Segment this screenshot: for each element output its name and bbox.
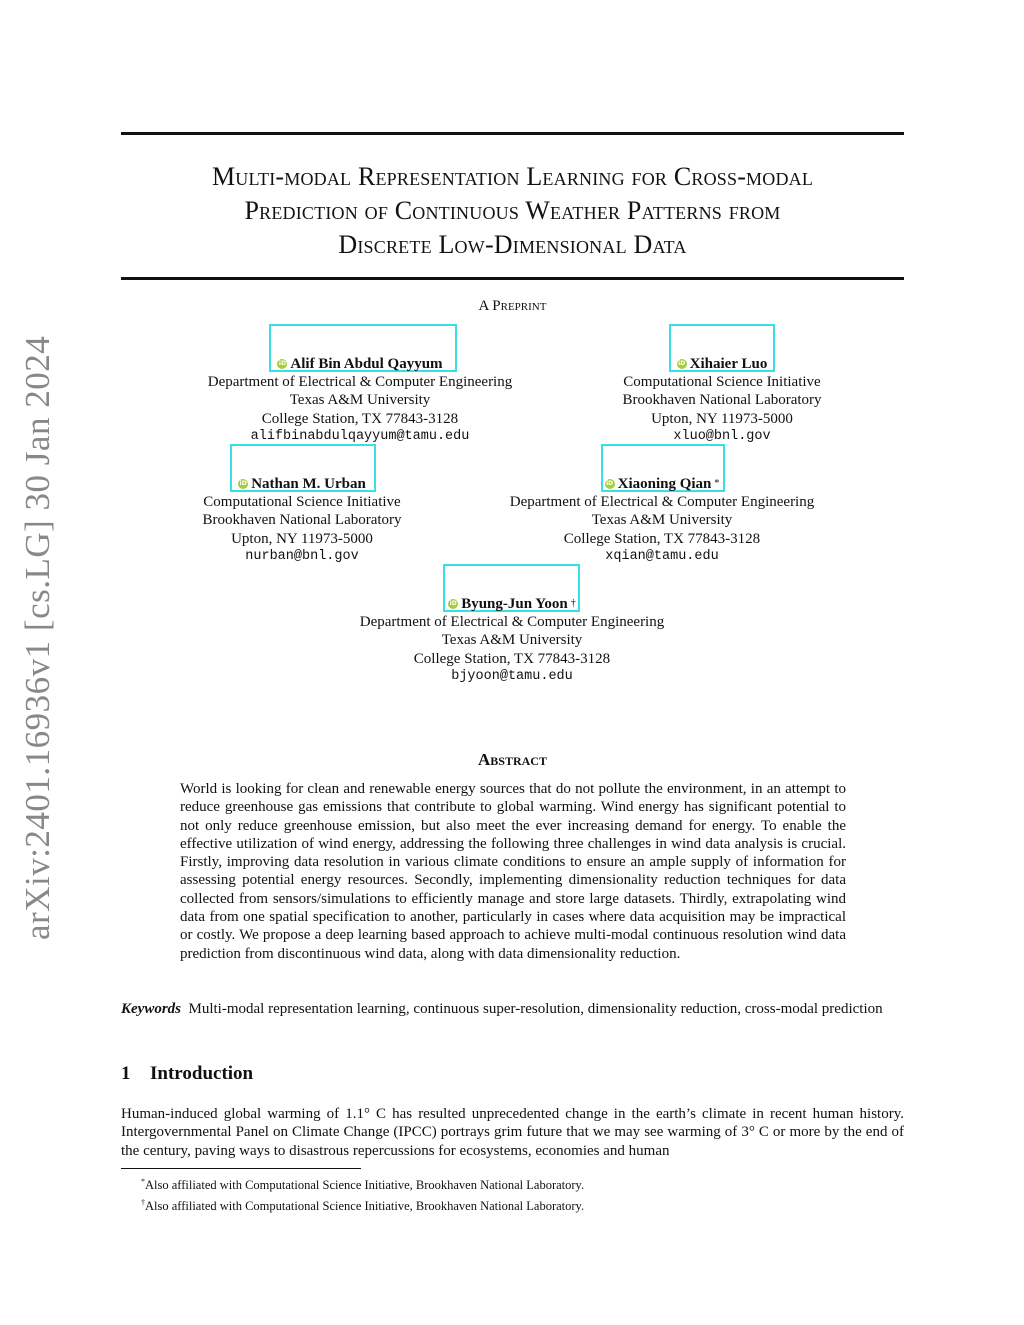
author-block-4 bbox=[482, 472, 842, 566]
author-email[interactable]: nurban@bnl.gov bbox=[245, 548, 359, 564]
affiliation-line: Brookhaven National Laboratory bbox=[202, 512, 402, 529]
keywords bbox=[121, 1000, 904, 1018]
orcid-icon[interactable]: iD bbox=[449, 600, 457, 607]
affiliation-line: College Station, TX 77843-3128 bbox=[413, 650, 611, 667]
orcid-icon[interactable]: iD bbox=[278, 360, 286, 367]
title-line: Prediction of Continuous Weather Patterns from bbox=[244, 196, 781, 225]
author-email[interactable]: xqian@tamu.edu bbox=[605, 548, 719, 564]
affiliation-line: Department of Electrical & Computer Engineering bbox=[359, 614, 665, 631]
section-title: Introduction bbox=[150, 1063, 254, 1084]
orcid-icon[interactable]: iD bbox=[239, 480, 247, 487]
affiliation-line: Department of Electrical & Computer Engineering bbox=[207, 374, 513, 391]
title-top-rule bbox=[121, 132, 904, 135]
section-heading bbox=[121, 1063, 253, 1085]
author-name[interactable]: iD Nathan M. Urban bbox=[239, 475, 366, 492]
title-line: Discrete Low-Dimensional Data bbox=[338, 230, 687, 259]
author-block-5 bbox=[332, 592, 692, 686]
author-email[interactable]: xluo@bnl.gov bbox=[673, 428, 771, 444]
footnotes bbox=[141, 1173, 584, 1215]
footnote-mark[interactable]: † bbox=[570, 597, 576, 609]
author-block-3 bbox=[172, 472, 432, 566]
author-block-1 bbox=[180, 352, 540, 446]
abstract-heading: Abstract bbox=[478, 750, 547, 769]
author-name[interactable]: iD Xiaoning Qian * bbox=[606, 475, 720, 492]
author-block-2 bbox=[592, 352, 852, 446]
affiliation-line: Texas A&M University bbox=[441, 632, 583, 649]
abstract-body: World is looking for clean and renewable energy sources that do not pollute the environment, in an attempt to reduce greenhouse gas emissions that contribute to global warming. Wind energy has significant potential to not only reduce greenhouse emission, but also meet the ever increasing demand for energy. To enable the effective utilization of wind energy, addressing the following three challenges in wind data analysis is crucial. Firstly, improving data resolution in various climate conditions to ensure an ample supply of information for assessing potential energy resources. Secondly, implementing dimensionality reduction techniques for data collected from sensors/simulations to efficiently manage and store large datasets. Thirdly, extrapolating wind data from one spatial specification to another, particularly in cases where data acquisition may be impractical or costly. We propose a deep learning based approach to achieve multi-modal continuous resolution wind data prediction from discontinuous wind data, along with data dimensionality reduction. bbox=[180, 781, 846, 962]
author-email[interactable]: bjyoon@tamu.edu bbox=[451, 668, 573, 684]
section-number: 1 bbox=[121, 1063, 131, 1084]
author-name[interactable]: iD Alif Bin Abdul Qayyum bbox=[278, 355, 443, 372]
footnote-mark[interactable]: * bbox=[714, 477, 720, 489]
affiliation-line: Computational Science Initiative bbox=[623, 374, 821, 391]
affiliation-line: Upton, NY 11973-5000 bbox=[651, 410, 793, 427]
author-name[interactable]: iD Byung-Jun Yoon † bbox=[449, 595, 576, 612]
affiliation-line: Upton, NY 11973-5000 bbox=[231, 530, 373, 547]
footnote: *Also affiliated with Computational Science Initiative, Brookhaven National Laboratory. bbox=[141, 1177, 585, 1193]
footnote-rule bbox=[121, 1168, 361, 1169]
orcid-icon[interactable]: iD bbox=[606, 480, 614, 487]
author-name[interactable]: iD Xihaier Luo bbox=[678, 355, 768, 372]
keywords-text: Multi-modal representation learning, continuous super-resolution, dimensionality reduction, cross-modal prediction bbox=[188, 1001, 883, 1017]
affiliation-line: Department of Electrical & Computer Engineering bbox=[509, 494, 815, 511]
footnote: †Also affiliated with Computational Science Initiative, Brookhaven National Laboratory. bbox=[141, 1198, 585, 1214]
affiliation-line: Computational Science Initiative bbox=[203, 494, 401, 511]
affiliation-line: Texas A&M University bbox=[289, 392, 431, 409]
affiliation-line: College Station, TX 77843-3128 bbox=[563, 530, 761, 547]
author-email[interactable]: alifbinabdulqayyum@tamu.edu bbox=[250, 428, 470, 444]
paper-title bbox=[121, 160, 904, 262]
affiliation-line: College Station, TX 77843-3128 bbox=[261, 410, 459, 427]
intro-paragraph: Human-induced global warming of 1.1° C has resulted unprecedented change in the earth’s climate in recent human history. Intergovernmental Panel on Climate Change (IPCC) portrays grim future that we may see warming of 3° C or more by the end of the century, paving ways to disastrous repercussions for ecosystems, economies and human bbox=[121, 1106, 904, 1159]
keywords-label: Keywords bbox=[121, 1001, 181, 1017]
title-line: Multi-modal Representation Learning for Cross-modal bbox=[211, 162, 814, 191]
preprint-label: A Preprint bbox=[478, 298, 547, 314]
title-bottom-rule bbox=[121, 277, 904, 280]
orcid-icon[interactable]: iD bbox=[678, 360, 686, 367]
affiliation-line: Brookhaven National Laboratory bbox=[622, 392, 822, 409]
arxiv-stamp: arXiv:2401.16936v1 [cs.LG] 30 Jan 2024 bbox=[18, 335, 57, 940]
footnote-mark: * bbox=[141, 1177, 145, 1186]
affiliation-line: Texas A&M University bbox=[591, 512, 733, 529]
footnote-mark: † bbox=[141, 1198, 145, 1208]
